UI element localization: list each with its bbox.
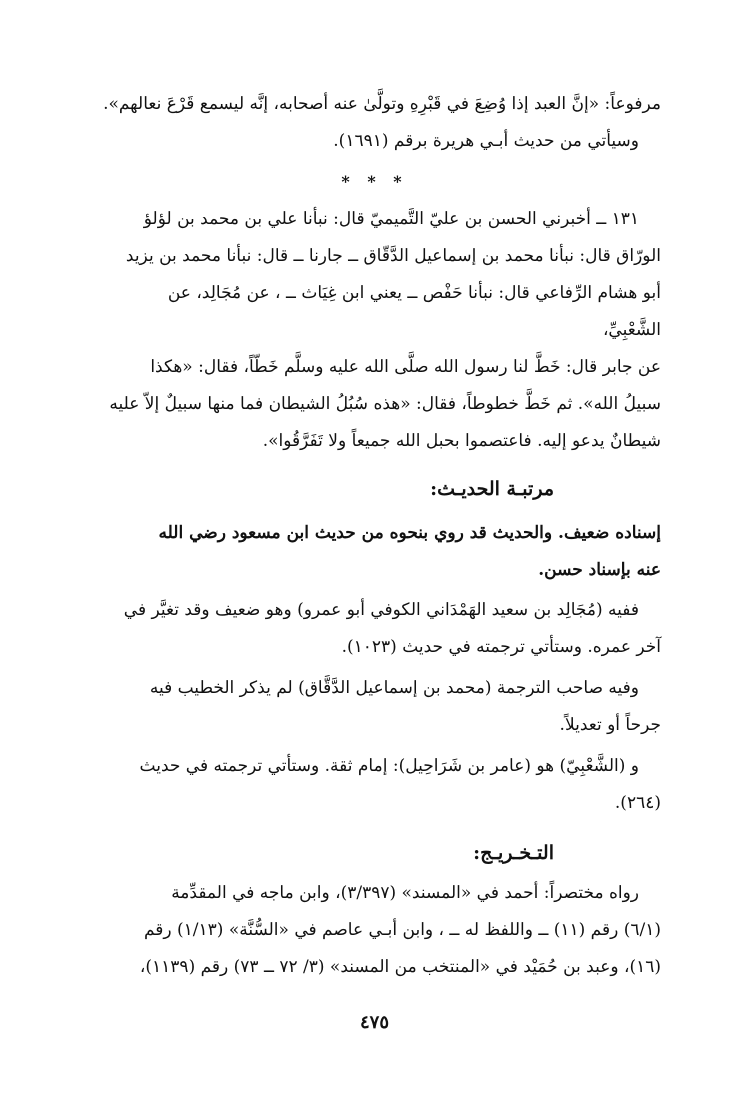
text-line: و (الشَّعْبِيّ) هو (عامر بن شَرَاحِيل): إمام ثقة. وستأتي ترجمته في حديث xyxy=(139,756,639,776)
text-line: وفيه صاحب الترجمة (محمد بن إسماعيل الدَّقَّاق) لم يذكر الخطيب فيه xyxy=(149,678,639,698)
section-separator: * * * xyxy=(341,172,408,191)
text-line: رواه مختصراً: أحمد في «المسند» (٣/٣٩٧)، وابن ماجه في المقدِّمة xyxy=(171,883,639,903)
text-line: عنه بإسناد حسن. xyxy=(538,560,661,580)
text-line: الورّاق قال: نبأنا محمد بن إسماعيل الدَّقّاق ــ جارنا ــ قال: نبأنا محمد بن يزيد xyxy=(125,246,661,266)
text-line: آخر عمره. وستأتي ترجمته في حديث (١٠٢٣). xyxy=(341,637,661,657)
grade-narrator-shabi xyxy=(88,748,661,822)
hadith-isnad xyxy=(88,201,661,349)
hadith-matn xyxy=(88,349,661,460)
grade-narrator-daqqaq xyxy=(88,670,661,744)
text-line: سبيلُ الله». ثم خَطَّ خطوطاً، فقال: «هذه سُبُلُ الشيطان فما منها سبيلٌ إلاّ عليه xyxy=(109,394,661,414)
continuation-paragraph xyxy=(88,86,661,160)
takhrij-paragraph xyxy=(88,875,661,986)
text-line: إسناده ضعيف. والحديث قد روي بنحوه من حديث ابن مسعود رضي الله xyxy=(158,523,661,543)
text-line: أبو هشام الرِّفاعي قال: نبأنا حَفْص ــ يعني ابن غِيَاث ــ ، عن مُجَالِد، عن xyxy=(167,283,661,303)
takhrij-heading: التـخـريـج: xyxy=(473,842,554,864)
text-line: ١٣١ ــ أخبرني الحسن بن عليّ التَّميميّ قال: نبأنا علي بن محمد بن لؤلؤ xyxy=(143,209,639,229)
text-line: (٦/١) رقم (١١) ــ واللفظ له ــ ، وابن أبـي عاصم في «السُّنَّة» (١/١٣) رقم xyxy=(143,920,661,940)
grade-summary xyxy=(88,515,661,589)
text-line: جرحاً أو تعديلاً. xyxy=(559,715,661,735)
text-line: الشَّعْبِيِّ، xyxy=(602,320,661,340)
text-line: (٢٦٤). xyxy=(614,793,661,813)
text-line: وسيأتي من حديث أبـي هريرة برقم (١٦٩١). xyxy=(333,131,639,151)
text-line: ففيه (مُجَالِد بن سعيد الهَمْدَاني الكوفي أبو عمرو) وهو ضعيف وقد تغيَّر في xyxy=(123,600,639,620)
grade-heading: مرتبـة الحديـث: xyxy=(430,478,554,500)
text-line: مرفوعاً: «إنَّ العبد إذا وُضِعَ في قَبْرِهِ وتولَّىٰ عنه أصحابه، إنَّه ليسمع قَرْعَ نعالهم». xyxy=(103,94,661,114)
text-line: شيطانٌ يدعو إليه. فاعتصموا بحبل الله جميعاً ولا تَفَرَّقُوا». xyxy=(262,431,661,451)
grade-narrator-mujalid xyxy=(88,592,661,666)
text-line: عن جابر قال: خَطَّ لنا رسول الله صلَّى الله عليه وسلَّم خَطّاً، فقال: «هكذا xyxy=(150,357,661,377)
text-line: (١٦)، وعبد بن حُمَيْد في «المنتخب من المسند» (٣/ ٧٢ ــ ٧٣) رقم (١١٣٩)، xyxy=(139,957,661,977)
page-number: ٤٧٥ xyxy=(359,1012,389,1033)
